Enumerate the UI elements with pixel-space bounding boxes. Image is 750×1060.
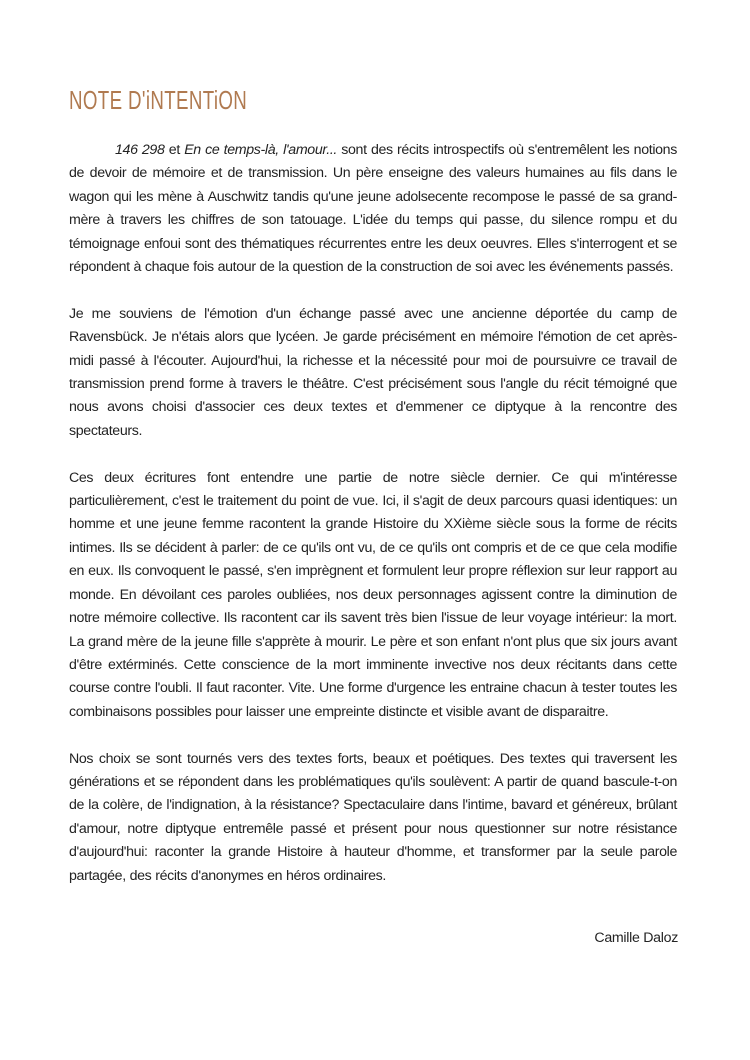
paragraph-text: sont des récits introspectifs où s'entremêlent les notions de devoir de mémoire et de transmission. Un père enseigne des valeurs humaines au fils dans le wagon qui les mène à Auschwitz tandis qu'une jeune adolsecente recompose le passé de sa grand-mère à travers les chiffres de son tatouage. L'idée du temps qui passe, du silence rompu et du témoignage enfoui sont des thématiques récurrentes entre les deux oeuvres. Elles s'interrogent et se répondent à chaque fois autour de la question de la construction de soi avec les événements passés. [69, 142, 677, 276]
paragraph-choices: Nos choix se sont tournés vers des textes forts, beaux et poétiques. Des textes qui traversent les générations et se répondent dans les problématiques qu'ils soulèvent: A partir de quand bascule-t-on de la colère, de l'indignation, à la résistance? Spectaculaire dans l'intime, bavard et généreux, brûlant d'amour, notre diptyque entremêle passé et présent pour nous questionner sur notre résistance d'aujourd'hui: raconter la grande Histoire à hauteur d'homme, et transformer par la seule parole partagée, des récits d'anonymes en héros ordinaires. [69, 750, 677, 884]
author-signature: Camille Daloz [594, 930, 678, 946]
paragraph-intro [69, 139, 677, 279]
work-title-en-ce-temps-la: En ce temps-là, l'amour... [184, 142, 337, 158]
paragraph-memory: Je me souviens de l'émotion d'un échange passé avec une ancienne déportée du camp de Ravensbück. Je n'étais alors que lycéen. Je garde précisément en mémoire l'émotion de cet après-midi passé à l'écouter. Aujourd'hui, la richesse et la nécessité pour moi de poursuivre ce travail de transmission prend forme à travers le théâtre. C'est précisément sous l'angle du récit témoigné que nous avons choisi d'associer ces deux textes et d'emmener ce diptyque à la rencontre des spectateurs. [69, 305, 677, 439]
connector-text: et [164, 142, 185, 158]
work-title-146298: 146 298 [115, 142, 165, 158]
document-body [69, 139, 677, 911]
page-title: NOTE D'iNTENTiON [69, 85, 248, 115]
paragraph-writings: Ces deux écritures font entendre une partie de notre siècle dernier. Ce qui m'intéresse particulièrement, c'est le traitement du point de vue. Ici, il s'agit de deux parcours quasi identiques: un homme et une jeune femme racontent la grande Histoire du XXième siècle sous la forme de récits intimes. Ils se décident à parler: de ce qu'ils ont vu, de ce qu'ils ont compris et de ce que cela modifie en eux. Ils convoquent le passé, s'en imprègnent et formulent leur propre réflexion sur leur rapport au monde. En dévoilant ces paroles oubliées, nos deux personnages agissent contre la diminution de notre mémoire collective. Ils racontent car ils savent très bien l'issue de leur voyage intérieur: la mort. La grand mère de la jeune fille s'apprète à mourir. Le père et son enfant n'ont plus que six jours avant d'être extérminés. Cette conscience de la mort imminente invective nos deux récitants dans cette course contre l'oubli. Il faut raconter. Vite. Une forme d'urgence les entraine chacun à tester toutes les combinaisons possibles pour laisser une empreinte distincte et visible avant de disparaitre. [69, 469, 677, 720]
